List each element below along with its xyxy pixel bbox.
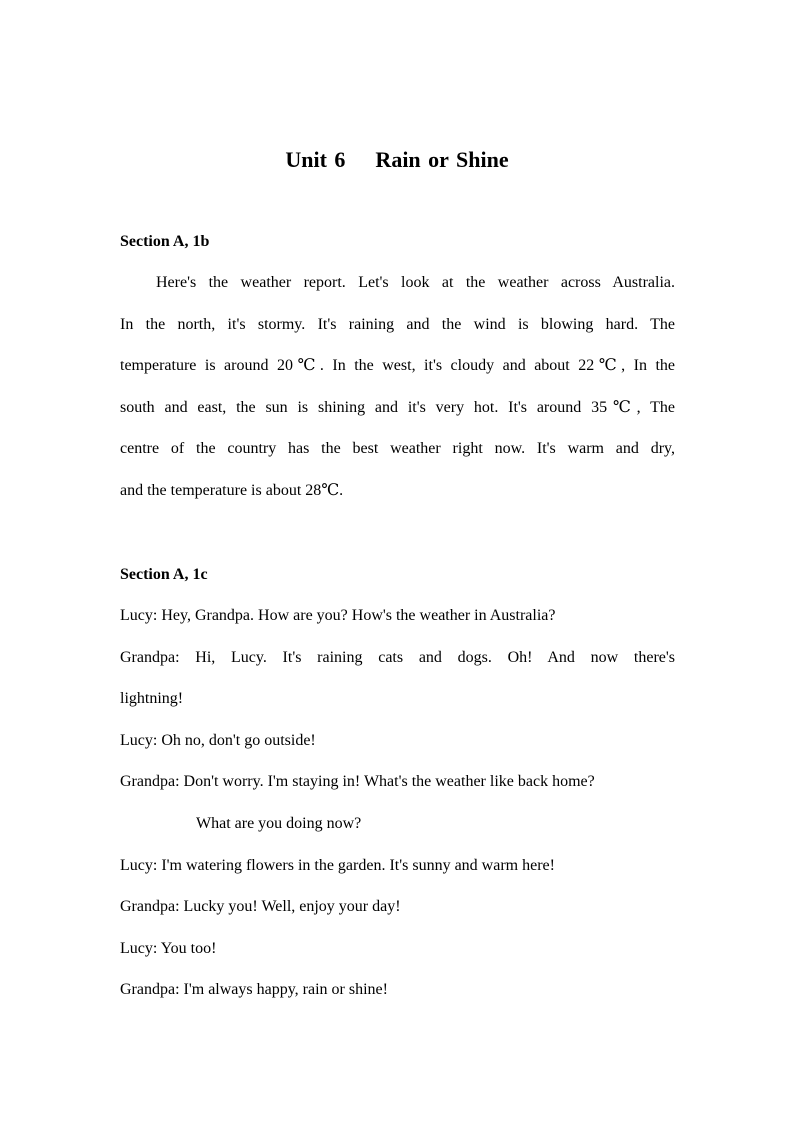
dialogue-line: Grandpa: I'm always happy, rain or shine!	[120, 981, 388, 999]
dialogue-line: Lucy: Hey, Grandpa. How are you? How's the weather in Australia?	[120, 607, 556, 624]
paragraph-line: temperature is around 20℃. In the west, it's cloudy and about 22℃, In the	[120, 357, 675, 375]
section-heading-1c: Section A, 1c	[120, 566, 208, 583]
dialogue-line: Grandpa: Hi, Lucy. It's raining cats and dogs. Oh! And now there's	[120, 648, 675, 666]
dialogue-line: lightning!	[120, 690, 184, 708]
paragraph-line: Here's the weather report. Let's look at the weather across Australia.	[156, 274, 675, 291]
dialogue-line: Lucy: I'm watering flowers in the garden. It's sunny and warm here!	[120, 856, 555, 874]
dialogue-line: Lucy: Oh no, don't go outside!	[120, 731, 316, 749]
paragraph-line: south and east, the sun is shining and it's very hot. It's around 35℃, The	[120, 398, 675, 416]
page-title: Unit 6 Rain or Shine	[285, 147, 509, 172]
dialogue-line: Grandpa: Don't worry. I'm staying in! What's the weather like back home?	[120, 773, 595, 791]
paragraph-line: centre of the country has the best weather right now. It's warm and dry,	[120, 440, 675, 458]
dialogue-line: Grandpa: Lucky you! Well, enjoy your day!	[120, 898, 401, 916]
dialogue-line: What are you doing now?	[196, 814, 362, 832]
paragraph-line: and the temperature is about 28℃.	[120, 481, 344, 499]
dialogue-line: Lucy: You too!	[120, 939, 217, 957]
weather-report-paragraph	[120, 272, 675, 522]
section-heading-1b: Section A, 1b	[120, 233, 210, 250]
dialogue-block	[120, 605, 685, 1021]
paragraph-line: In the north, it's stormy. It's raining and the wind is blowing hard. The	[120, 315, 675, 333]
